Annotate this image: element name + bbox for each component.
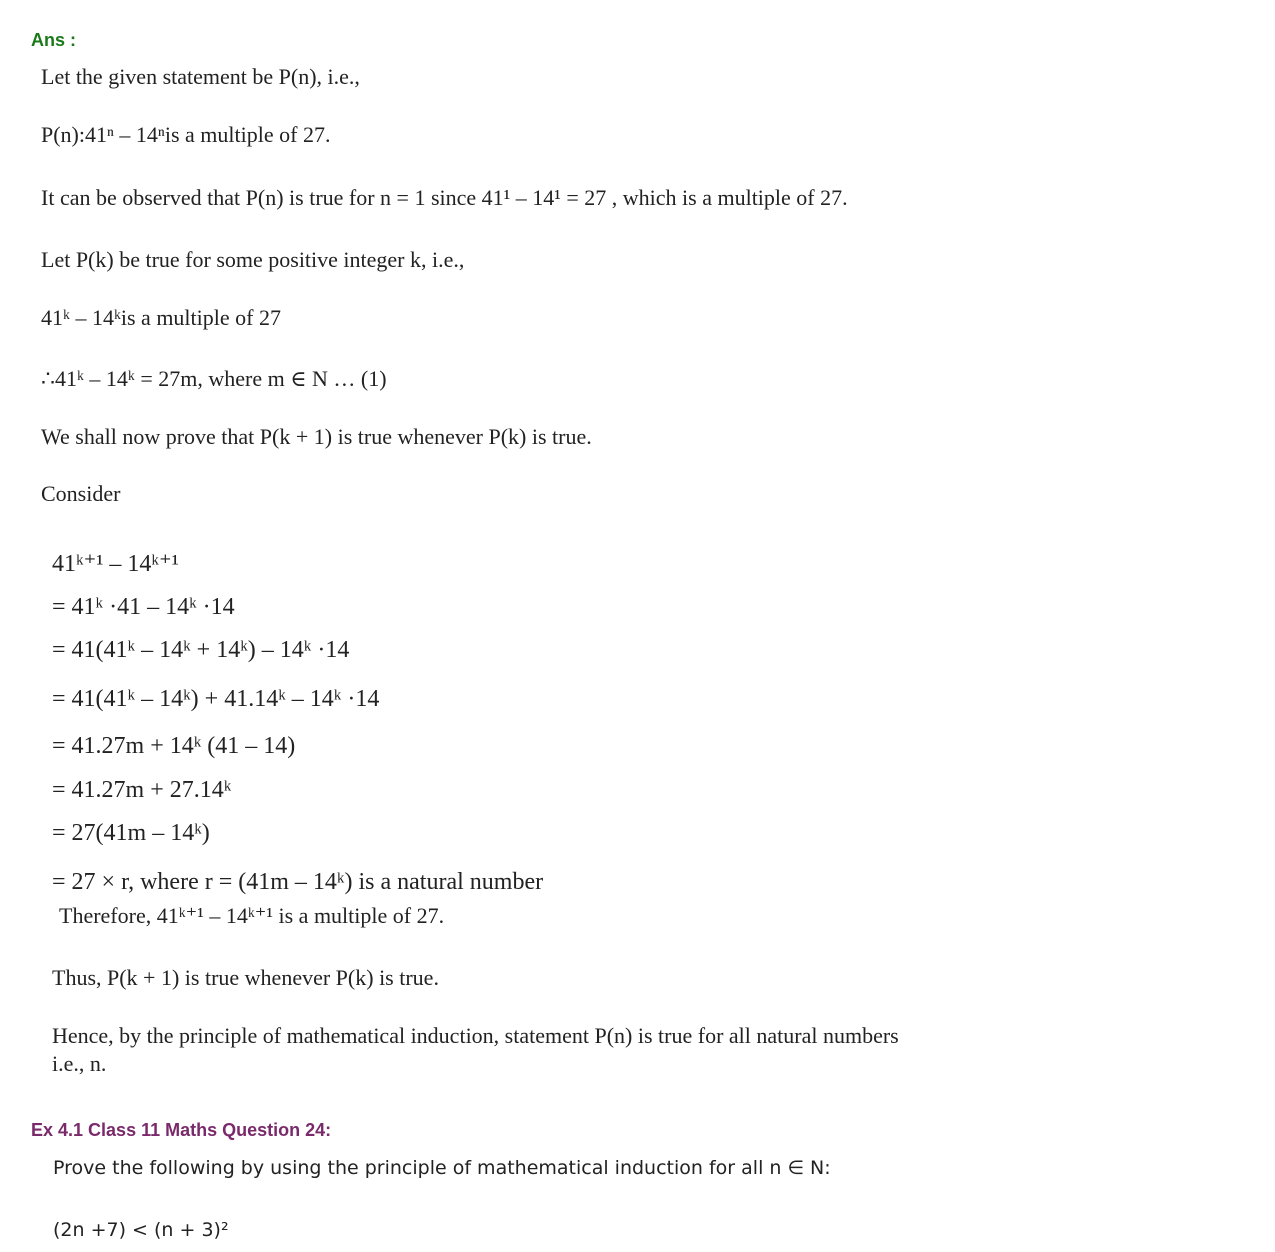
line-statement-pn: P(n):41ⁿ – 14ⁿis a multiple of 27. [41, 122, 331, 147]
math-step-1: 41ᵏ⁺¹ – 14ᵏ⁺¹ [52, 551, 179, 577]
math-step-6: = 41.27m + 27.14ᵏ [52, 777, 232, 803]
line-equation-1: ∴41ᵏ – 14ᵏ = 27m, where m ∈ N … (1) [41, 366, 387, 391]
line-let-statement: Let the given statement be P(n), i.e., [41, 64, 360, 89]
math-step-4: = 41(41ᵏ – 14ᵏ) + 41.14ᵏ – 14ᵏ ·14 [52, 686, 380, 712]
question-text: Prove the following by using the principle of mathematical induction for all n ∈ N: [53, 1157, 831, 1179]
line-thus: Thus, P(k + 1) is true whenever P(k) is true. [52, 965, 439, 990]
line-consider: Consider [41, 481, 121, 506]
line-therefore: Therefore, 41ᵏ⁺¹ – 14ᵏ⁺¹ is a multiple of 27. [59, 903, 445, 928]
math-step-3: = 41(41ᵏ – 14ᵏ + 14ᵏ) – 14ᵏ ·14 [52, 637, 350, 663]
line-true-for-n1: It can be observed that P(n) is true for n = 1 since 41¹ – 14¹ = 27 , which is a multiple of 27. [41, 185, 848, 210]
line-41k-multiple: 41ᵏ – 14ᵏis a multiple of 27 [41, 305, 281, 330]
question-heading: Ex 4.1 Class 11 Maths Question 24: [31, 1120, 332, 1140]
line-ie-n: i.e., n. [52, 1051, 107, 1076]
question-inequality: (2n +7) < (n + 3)² [53, 1219, 229, 1241]
math-step-5: = 41.27m + 14ᵏ (41 – 14) [52, 733, 296, 759]
math-step-8: = 27 × r, where r = (41m – 14ᵏ) is a natural number [52, 869, 544, 895]
math-step-7: = 27(41m – 14ᵏ) [52, 820, 210, 846]
math-step-2: = 41ᵏ ·41 – 14ᵏ ·14 [52, 594, 235, 620]
line-prove-pk1: We shall now prove that P(k + 1) is true whenever P(k) is true. [41, 424, 592, 449]
line-let-pk: Let P(k) be true for some positive integer k, i.e., [41, 247, 465, 272]
answer-label: Ans : [31, 30, 76, 50]
line-hence: Hence, by the principle of mathematical induction, statement P(n) is true for all natural numbers [52, 1023, 899, 1048]
